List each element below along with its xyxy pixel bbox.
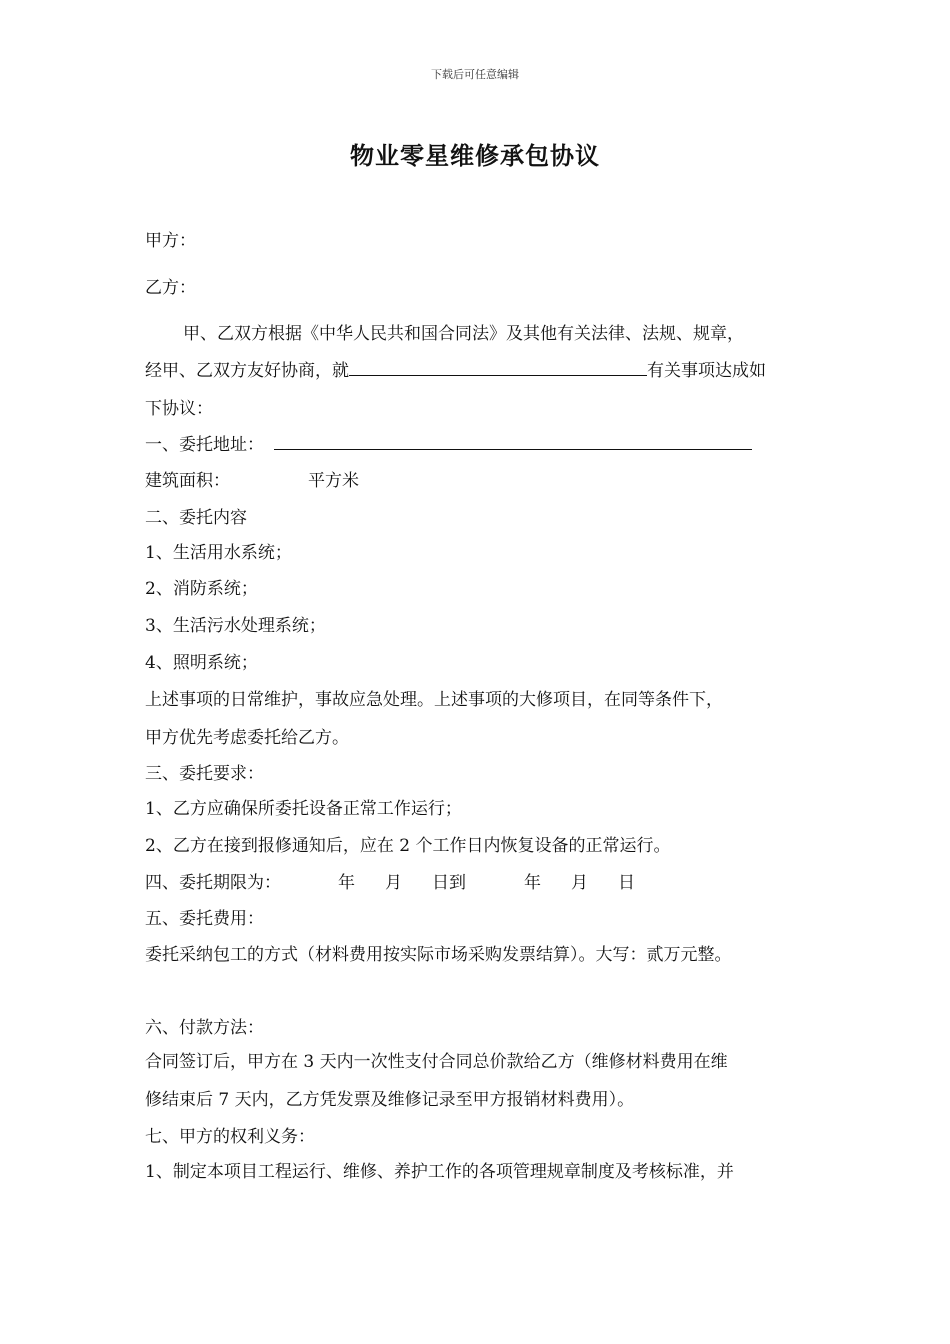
area-unit: 平方米 <box>308 471 359 491</box>
section2-item: 1、生活用水系统； <box>145 543 292 563</box>
document-title: 物业零星维修承包协议 <box>350 141 600 170</box>
section4-label: 四、委托期限为： <box>145 873 281 893</box>
section1-heading: 一、委托地址： <box>145 435 264 455</box>
area-line <box>145 470 359 492</box>
section3-heading: 三、委托要求： <box>145 764 264 784</box>
header-note: 下载后可任意编辑 <box>431 68 519 81</box>
start-day-to: 日到 <box>432 873 466 893</box>
section3-item: 2、乙方在接到报修通知后，应在 2 个工作日内恢复设备的正常运行。 <box>145 836 671 856</box>
preamble-line-2-after: 有关事项达成如 <box>647 361 766 381</box>
party-a-label: 甲方： <box>145 231 196 251</box>
preamble-line-2 <box>145 359 766 382</box>
address-blank <box>274 433 752 450</box>
section1-heading-line <box>145 433 752 456</box>
start-month: 月 <box>385 873 402 893</box>
end-month: 月 <box>571 873 588 893</box>
section3-item: 1、乙方应确保所委托设备正常工作运行； <box>145 799 462 819</box>
section7-heading: 七、甲方的权利义务： <box>145 1127 315 1147</box>
section2-note-line-2: 甲方优先考虑委托给乙方。 <box>145 728 349 748</box>
preamble-line-2-before: 经甲、乙双方友好协商，就 <box>145 361 349 381</box>
party-b-label: 乙方： <box>145 278 196 298</box>
section6-heading: 六、付款方法： <box>145 1018 264 1038</box>
section6-line-1: 合同签订后，甲方在 3 天内一次性支付合同总价款给乙方（维修材料费用在维 <box>145 1052 728 1072</box>
subject-blank <box>349 359 647 376</box>
section5-text: 委托采纳包工的方式（材料费用按实际市场采购发票结算）。大写：贰万元整。 <box>145 945 732 965</box>
area-label: 建筑面积： <box>145 471 230 491</box>
end-year: 年 <box>524 873 541 893</box>
preamble-line-3: 下协议： <box>145 399 213 419</box>
section4-line <box>145 872 635 894</box>
section2-item: 4、照明系统； <box>145 653 258 673</box>
section2-note-line-1: 上述事项的日常维护，事故应急处理。上述事项的大修项目，在同等条件下， <box>145 690 723 710</box>
section2-item: 3、生活污水处理系统； <box>145 616 326 636</box>
section5-heading: 五、委托费用： <box>145 909 264 929</box>
start-year: 年 <box>338 873 355 893</box>
preamble-line-1: 甲、乙双方根据《中华人民共和国合同法》及其他有关法律、法规、规章， <box>183 324 744 344</box>
section2-item: 2、消防系统； <box>145 579 258 599</box>
section2-heading: 二、委托内容 <box>145 508 247 528</box>
end-day: 日 <box>618 873 635 893</box>
section6-line-2: 修结束后 7 天内，乙方凭发票及维修记录至甲方报销材料费用）。 <box>145 1090 635 1110</box>
section7-line-1: 1、制定本项目工程运行、维修、养护工作的各项管理规章制度及考核标准，并 <box>145 1162 734 1182</box>
